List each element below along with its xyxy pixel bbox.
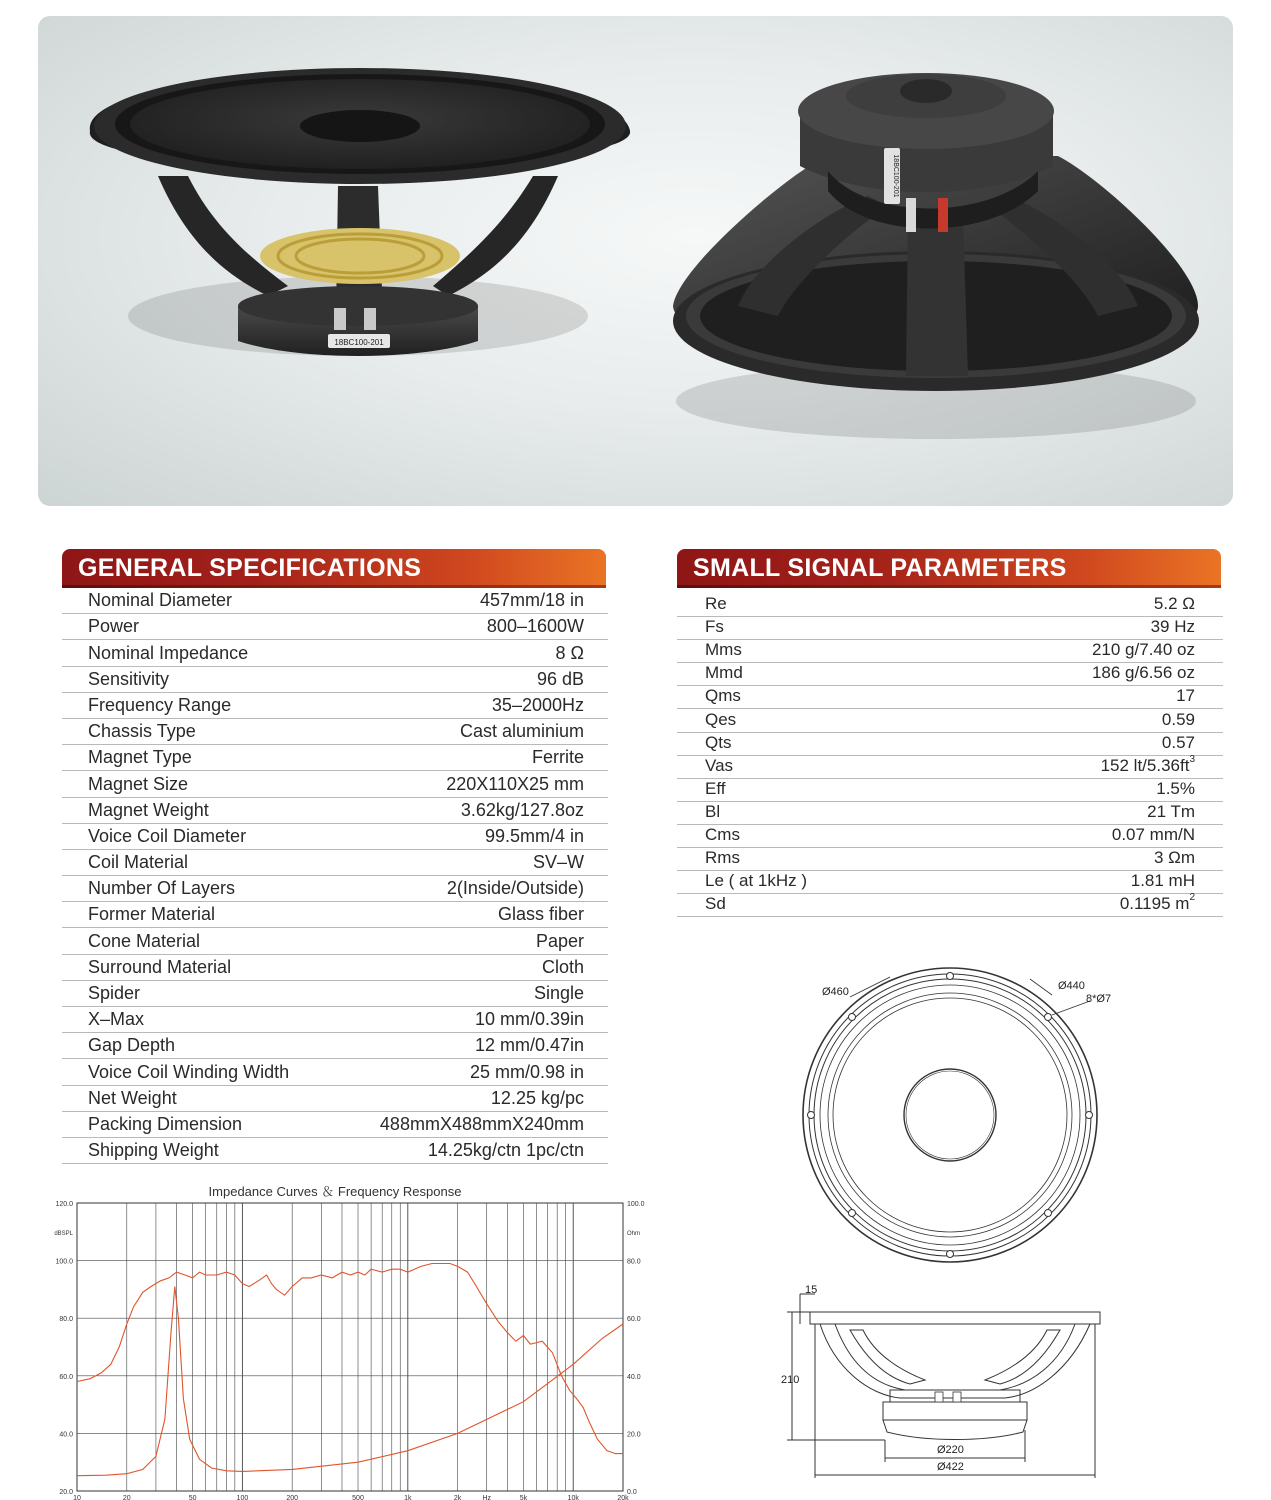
general-spec-value: [461, 800, 584, 821]
left-tick-label: 40.0: [59, 1431, 73, 1439]
small-signal-value-text: 21 Tm: [1147, 801, 1195, 821]
small-signal-value-text: 0.57: [1161, 732, 1195, 752]
general-spec-value-text: 220X110X25 mm: [446, 773, 584, 794]
general-spec-value: [532, 747, 584, 768]
general-spec-label: Voice Coil Winding Width: [88, 1061, 290, 1082]
magnet-diameter-label: Ø220: [937, 1444, 964, 1456]
small-signal-value-superscript: 3: [1189, 753, 1195, 765]
chart-frame: [77, 1203, 623, 1491]
general-spec-row: [62, 850, 608, 876]
general-spec-value-text: 800–1600W: [486, 616, 584, 637]
general-spec-label: Magnet Type: [88, 747, 192, 768]
general-spec-value: [536, 931, 584, 952]
general-spec-value-text: 488mmX488mmX240mm: [379, 1113, 584, 1134]
small-signal-label: Re: [705, 594, 727, 614]
left-tick-label: 120.0: [55, 1201, 73, 1208]
general-spec-value-text: Paper: [535, 930, 584, 951]
general-spec-row: [62, 876, 608, 902]
small-signal-value: [1092, 663, 1195, 683]
small-signal-value-text: 5.2 Ω: [1153, 594, 1195, 614]
general-spec-label: Sensitivity: [88, 668, 170, 689]
general-spec-row: [62, 1033, 608, 1059]
small-signal-row: [677, 753, 1223, 779]
small-signal-row: [677, 779, 1223, 802]
small-signal-label: Cms: [705, 825, 740, 845]
general-spec-label: Number Of Layers: [88, 878, 236, 899]
general-spec-label: Cone Material: [88, 930, 201, 951]
general-spec-value: [556, 643, 584, 664]
general-spec-label: Magnet Weight: [88, 799, 209, 820]
general-spec-value-text: 35–2000Hz: [491, 694, 584, 715]
general-spec-label: Packing Dimension: [88, 1113, 243, 1134]
general-spec-row: [62, 614, 608, 640]
general-spec-value: [460, 721, 584, 742]
general-spec-value: [498, 904, 584, 925]
right-axis-unit: Ohm: [627, 1230, 641, 1237]
small-signal-value: [1092, 640, 1195, 660]
general-spec-label: Power: [88, 616, 140, 637]
general-spec-value-text: Ferrite: [531, 747, 584, 768]
general-spec-value: [491, 1088, 584, 1109]
right-tick-label: 20.0: [627, 1431, 641, 1439]
small-signal-label: Vas: [705, 755, 734, 775]
small-signal-value-text: 186 g/6.56 oz: [1091, 663, 1195, 683]
general-spec-value: [428, 1140, 584, 1161]
small-signal-label: Mmd: [705, 663, 743, 683]
general-spec-value: [542, 957, 584, 978]
general-spec-row: [62, 667, 608, 693]
small-signal-value-text: 3 Ωm: [1153, 848, 1195, 868]
right-tick-label: 0.0: [627, 1489, 637, 1496]
small-signal-row: [677, 894, 1223, 917]
left-tick-label: 20.0: [59, 1489, 73, 1496]
small-signal-value: [1112, 825, 1195, 845]
right-tick-label: 100.0: [627, 1201, 645, 1208]
small-signal-label: Sd: [705, 894, 726, 914]
general-spec-row: [62, 745, 608, 771]
general-spec-value-text: 99.5mm/4 in: [484, 825, 584, 846]
general-spec-value: [487, 616, 584, 637]
small-signal-row: [677, 733, 1223, 756]
left-tick-label: 100.0: [55, 1258, 73, 1266]
general-spec-label: Net Weight: [88, 1087, 177, 1108]
general-spec-row: [62, 640, 608, 666]
small-signal-row: [677, 617, 1223, 640]
small-signal-row: [677, 686, 1223, 709]
x-tick-label: 50: [188, 1495, 197, 1500]
general-spec-value: [446, 774, 584, 795]
left-tick-label: 60.0: [59, 1373, 73, 1381]
general-spec-value-text: 3.62kg/127.8oz: [460, 799, 584, 820]
x-tick-label: 2k: [453, 1495, 462, 1500]
small-signal-header: SMALL SIGNAL PARAMETERS: [677, 549, 1221, 585]
inner-diameter-label: Ø440: [1058, 980, 1085, 992]
small-signal-row: [677, 871, 1223, 894]
general-spec-row: [62, 719, 608, 745]
bottom-diameter-label: Ø422: [937, 1461, 964, 1473]
small-signal-value-text: 0.1195 m: [1119, 894, 1190, 914]
general-spec-value-text: SV–W: [532, 852, 584, 873]
impedance-frequency-chart: [40, 1175, 650, 1500]
general-spec-label: Gap Depth: [88, 1035, 176, 1056]
general-spec-label: X–Max: [88, 1009, 145, 1030]
general-spec-row: [62, 955, 608, 981]
small-signal-value: [1162, 733, 1195, 753]
general-spec-value-text: 14.25kg/ctn 1pc/ctn: [427, 1140, 584, 1161]
general-spec-row: [62, 824, 608, 850]
general-spec-value: [537, 669, 584, 690]
general-spec-value: [475, 1035, 584, 1056]
small-signal-row: [677, 802, 1223, 825]
general-spec-row: [62, 1138, 608, 1164]
general-spec-value-text: 457mm/18 in: [479, 590, 584, 611]
general-spec-value: [485, 826, 584, 847]
small-signal-value: [1154, 848, 1195, 868]
general-spec-value: [380, 1114, 584, 1135]
general-spec-label: Magnet Size: [88, 773, 189, 794]
general-spec-label: Nominal Impedance: [88, 642, 249, 663]
front-model-label: 18BC100-201: [334, 338, 384, 347]
small-signal-row: [677, 848, 1223, 871]
small-signal-row: [677, 709, 1223, 732]
right-tick-label: 40.0: [627, 1373, 641, 1381]
x-tick-label: 10: [73, 1495, 81, 1500]
general-spec-value: [447, 878, 584, 899]
small-signal-value: [1151, 617, 1195, 637]
left-axis-unit: dBSPL: [54, 1230, 73, 1237]
general-spec-value-text: 8 Ω: [555, 642, 584, 663]
general-spec-row: [62, 693, 608, 719]
general-spec-value: [480, 590, 584, 611]
small-signal-label: Qts: [705, 732, 732, 752]
front-view-drawing: [790, 965, 1120, 1275]
general-spec-row: [62, 981, 608, 1007]
small-signal-label: Qms: [705, 686, 741, 706]
general-spec-row: [62, 771, 608, 797]
small-signal-label: Le ( at 1kHz ): [705, 871, 808, 891]
small-signal-value-text: 17: [1176, 686, 1195, 706]
depth-label: 210: [781, 1374, 800, 1386]
small-signal-label: Fs: [705, 617, 724, 637]
outer-diameter-label: Ø460: [822, 986, 849, 998]
general-spec-label: Nominal Diameter: [88, 590, 233, 611]
small-signal-value-text: 1.5%: [1156, 778, 1195, 798]
small-signal-row: [677, 640, 1223, 663]
general-spec-row: [62, 928, 608, 954]
x-tick-label: 1k: [404, 1495, 412, 1500]
small-signal-value-text: 0.07 mm/N: [1111, 825, 1195, 845]
x-axis-unit: Hz: [482, 1495, 492, 1500]
small-signal-value-text: 0.59: [1161, 709, 1195, 729]
general-spec-label: Former Material: [88, 904, 216, 925]
back-model-label: 18BC100-201: [892, 154, 899, 198]
general-spec-row: [62, 1059, 608, 1085]
speaker-photos: [38, 16, 1233, 506]
side-view-drawing: [775, 1280, 1125, 1500]
general-spec-label: Shipping Weight: [88, 1140, 219, 1161]
x-tick-label: 20: [122, 1495, 131, 1500]
small-signal-row: [677, 663, 1223, 686]
general-spec-value: [534, 983, 584, 1004]
small-signal-value-text: 1.81 mH: [1130, 871, 1195, 891]
general-spec-value-text: 12.25 kg/pc: [490, 1087, 584, 1108]
general-spec-label: Frequency Range: [88, 694, 232, 715]
small-signal-row: [677, 825, 1223, 848]
general-spec-label: Voice Coil Diameter: [88, 825, 247, 846]
general-spec-value-text: 12 mm/0.47in: [474, 1035, 584, 1056]
x-tick-label: 100: [236, 1495, 249, 1500]
general-spec-value-text: Cast aluminium: [459, 721, 584, 742]
back-speaker-photo: [673, 73, 1199, 439]
general-spec-value: [470, 1062, 584, 1083]
general-spec-row: [62, 1112, 608, 1138]
small-signal-value-text: 210 g/7.40 oz: [1091, 640, 1195, 660]
chart-title: Impedance Curves ＆ Frequency Response: [208, 1184, 462, 1199]
x-tick-label: 5k: [519, 1495, 528, 1500]
general-spec-label: Chassis Type: [88, 721, 196, 742]
general-spec-label: Spider: [88, 983, 141, 1003]
general-spec-value: [533, 852, 584, 873]
small-signal-value-superscript: 2: [1189, 892, 1195, 904]
general-specs-table: [62, 588, 608, 1164]
general-spec-value-text: 2(Inside/Outside): [446, 878, 584, 899]
general-spec-value-text: 10 mm/0.39in: [474, 1009, 584, 1030]
general-spec-row: [62, 588, 608, 614]
small-signal-label: Mms: [705, 640, 742, 660]
small-signal-value: [1156, 779, 1195, 799]
small-signal-label: Qes: [705, 709, 737, 729]
impedance-curve-line: [77, 1287, 623, 1476]
right-tick-label: 60.0: [627, 1316, 641, 1324]
x-tick-label: 10k: [567, 1495, 579, 1500]
front-speaker-photo: [90, 68, 630, 356]
front-view-svg: [790, 965, 1120, 1275]
small-signal-value: [1100, 753, 1195, 776]
small-signal-value: [1176, 686, 1195, 706]
general-specs-header: GENERAL SPECIFICATIONS: [62, 549, 606, 585]
general-spec-label: Surround Material: [88, 956, 232, 977]
small-signal-label: Eff: [705, 778, 726, 798]
small-signal-value: [1154, 594, 1195, 614]
general-spec-label: Coil Material: [88, 852, 189, 873]
x-tick-label: 200: [286, 1495, 299, 1500]
general-spec-value: [492, 695, 584, 716]
general-spec-value-text: 25 mm/0.98 in: [469, 1061, 584, 1082]
product-photo-panel: [38, 16, 1233, 506]
general-spec-row: [62, 1007, 608, 1033]
left-tick-label: 80.0: [59, 1316, 73, 1324]
small-signal-value: [1120, 894, 1195, 914]
general-spec-row: [62, 1086, 608, 1112]
general-spec-value-text: Glass fiber: [497, 904, 584, 925]
general-spec-value: [475, 1009, 584, 1030]
chart-plot: [40, 1175, 650, 1500]
general-spec-row: [62, 902, 608, 928]
small-signal-table: [677, 594, 1223, 917]
small-signal-label: Rms: [705, 848, 740, 868]
general-spec-value-text: 96 dB: [536, 668, 584, 689]
small-signal-value: [1147, 802, 1195, 822]
small-signal-value: [1162, 710, 1195, 730]
right-tick-label: 80.0: [627, 1258, 641, 1266]
x-tick-label: 500: [352, 1495, 364, 1500]
general-spec-row: [62, 798, 608, 824]
frequency-response-line: [77, 1264, 623, 1454]
small-signal-row: [677, 594, 1223, 617]
small-signal-label: Bl: [705, 801, 721, 821]
small-signal-value-text: 152 lt/5.36ft: [1100, 755, 1190, 775]
small-signal-value-text: 39 Hz: [1150, 617, 1195, 637]
general-spec-value-text: Single: [533, 983, 584, 1003]
general-spec-value-text: Cloth: [541, 956, 584, 977]
small-signal-value: [1131, 871, 1195, 891]
holes-label: 8*Ø7: [1086, 993, 1112, 1005]
x-tick-label: 20k: [617, 1495, 629, 1500]
flange-thickness-label: 15: [805, 1284, 818, 1296]
